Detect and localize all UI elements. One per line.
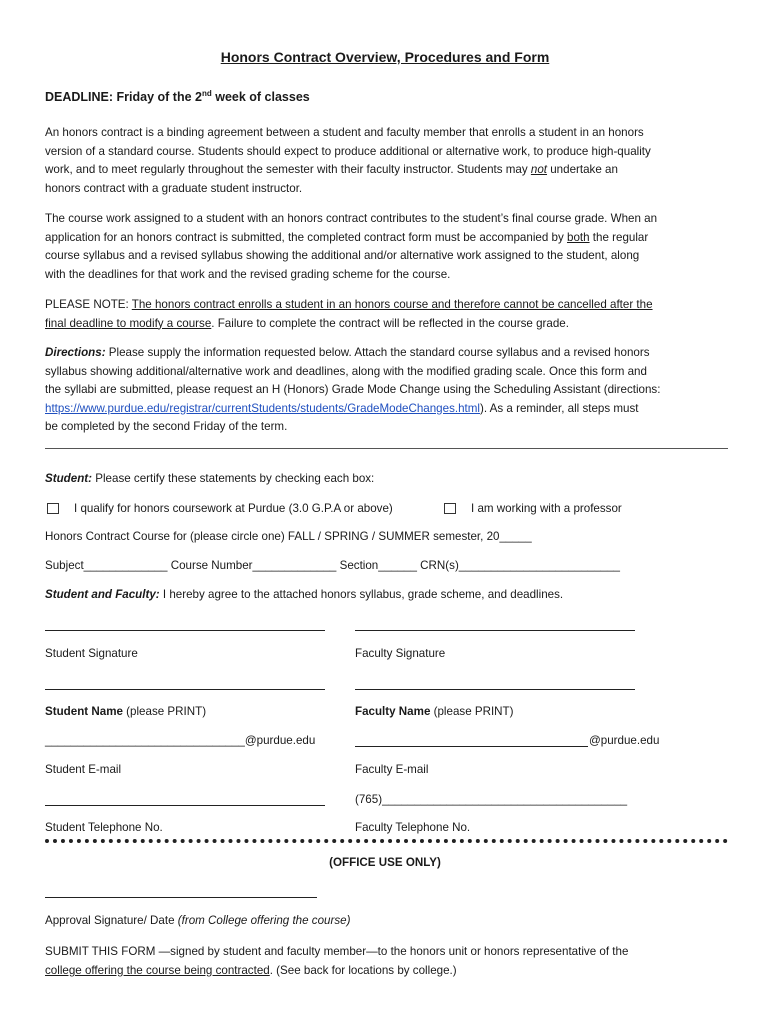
student-signature-label: Student Signature — [45, 647, 138, 660]
coursework-paragraph: The course work assigned to a student with an honors contract contributes to the student’s final course grade. When an application for an honors contract is submitted, the completed contract form must be accompanied by both the regular course syllabus and a revised syllabus showing the additional and/or alternative work assigned to the student, along with the deadlines for that work and the revised grading scheme for the course. — [45, 212, 658, 281]
approval-label: Approval Signature/ Date (from College offering the course) — [45, 914, 351, 927]
student-certify: Student: Please certify these statements by checking each box: — [45, 472, 375, 485]
faculty-name-label: Faculty Name (please PRINT) — [355, 705, 514, 718]
office-use-heading: (OFFICE USE ONLY) — [329, 856, 441, 869]
professor-checkbox[interactable] — [444, 503, 456, 514]
approval-signature-line[interactable] — [45, 897, 317, 898]
professor-label: I am working with a professor — [471, 502, 622, 515]
office-divider — [45, 839, 728, 843]
student-email-line[interactable]: _______________________________@purdue.edu — [45, 734, 316, 747]
grade-mode-link[interactable]: https://www.purdue.edu/registrar/currentStudents/students/GradeModeChanges.html — [45, 401, 480, 415]
faculty-signature-line[interactable] — [355, 630, 635, 631]
directions: Directions: Please supply the information requested below. Attach the standard course syllabus and a revised honors syllabus showing additional/alternative work and deadlines, along with the modified grading scale. Once this form and the syllabi are submitted, please request an H (Honors) Grade Mode Change using the Scheduling Assistant (directions: https://www.purdue.edu/registrar/currentStudents/students/GradeModeChanges.html). As a reminder, all steps must be completed by the second Friday of the term. — [45, 346, 661, 433]
student-name-line[interactable] — [45, 689, 325, 690]
student-phone-line[interactable] — [45, 805, 325, 806]
faculty-name-line[interactable] — [355, 689, 635, 690]
faculty-email-domain: @purdue.edu — [589, 734, 660, 747]
student-email-label: Student E-mail — [45, 763, 122, 776]
qualify-checkbox[interactable] — [47, 503, 59, 514]
faculty-email-label: Faculty E-mail — [355, 763, 429, 776]
page-title: Honors Contract Overview, Procedures and Form — [220, 49, 550, 65]
section-divider — [45, 448, 728, 449]
faculty-phone-label: Faculty Telephone No. — [355, 821, 471, 834]
faculty-phone-line[interactable]: (765)______________________________________ — [355, 793, 628, 806]
please-note: PLEASE NOTE: The honors contract enrolls a student in an honors course and therefore cannot be cancelled after the final deadline to modify a course. Failure to complete the contract will be reflected in the course grade. — [45, 298, 653, 330]
deadline: DEADLINE: Friday of the 2nd week of classes — [45, 89, 310, 105]
course-semester-line: Honors Contract Course for (please circle one) FALL / SPRING / SUMMER semester, 20_____ — [45, 530, 532, 543]
agreement: Student and Faculty: I hereby agree to the attached honors syllabus, grade scheme, and deadlines. — [45, 588, 564, 601]
faculty-signature-label: Faculty Signature — [355, 647, 446, 660]
submit-instructions: SUBMIT THIS FORM —signed by student and faculty member—to the honors unit or honors representative of the college offering the course being contracted. (See back for locations by college.) — [45, 945, 629, 977]
faculty-email-line[interactable] — [355, 746, 588, 747]
subject-course-line: Subject_____________ Course Number_____________ Section______ CRN(s)_________________________ — [45, 559, 621, 572]
qualify-label: I qualify for honors coursework at Purdue (3.0 G.P.A or above) — [74, 502, 393, 515]
intro-paragraph: An honors contract is a binding agreement between a student and faculty member that enrolls a student in an honors version of a standard course. Students should expect to produce additional or alternative work, to produce high-quality work, and to meet regularly throughout the semester with their faculty instructor. Students may not undertake an honors contract with a graduate student instructor. — [45, 126, 651, 195]
student-phone-label: Student Telephone No. — [45, 821, 163, 834]
student-signature-line[interactable] — [45, 630, 325, 631]
student-name-label: Student Name (please PRINT) — [45, 705, 207, 718]
